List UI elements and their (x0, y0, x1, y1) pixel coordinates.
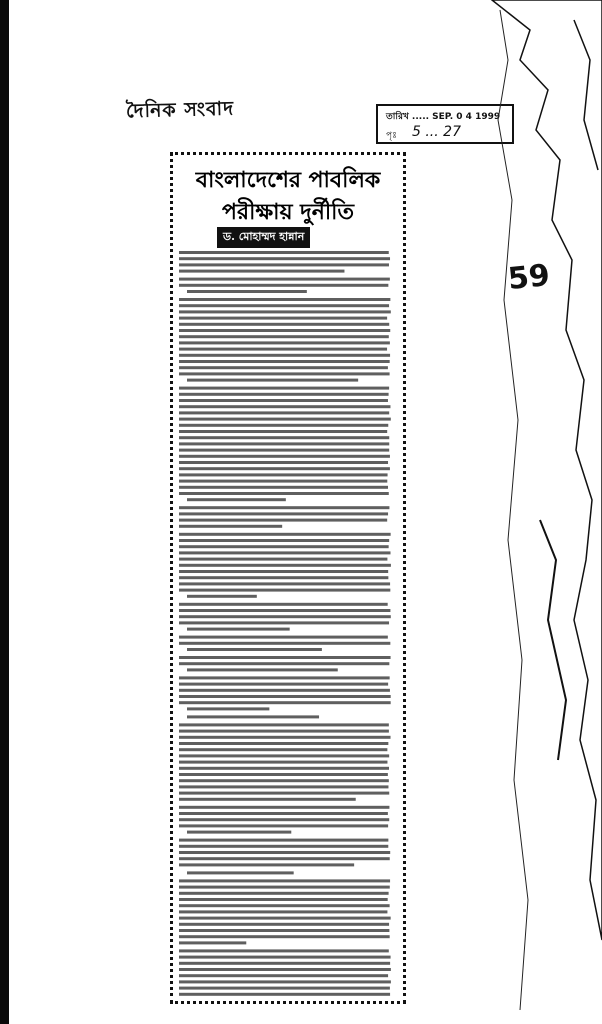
body-text-line (179, 656, 391, 659)
body-text-line (179, 558, 387, 561)
body-text-line (179, 603, 388, 606)
body-text-line (179, 263, 389, 266)
body-text-line (179, 609, 390, 612)
body-text-line (179, 748, 387, 751)
body-text-line (179, 857, 390, 860)
body-text-line (179, 636, 388, 639)
body-text-line (179, 962, 390, 965)
body-text-line (179, 570, 388, 573)
body-text-line (179, 695, 391, 698)
body-text-line (179, 348, 387, 351)
body-text-line (187, 628, 290, 631)
body-text-line (187, 707, 269, 710)
body-text-line (179, 442, 389, 445)
body-text-line (179, 533, 391, 536)
body-text-line (179, 545, 389, 548)
body-text-line (179, 455, 390, 458)
body-text-line (179, 845, 388, 848)
body-text-line (179, 949, 389, 952)
body-text-line (179, 621, 389, 624)
body-text-line (179, 839, 388, 842)
body-text-line (179, 589, 390, 592)
body-text-line (179, 506, 389, 509)
article-clipping (170, 152, 406, 1004)
body-text-line (179, 399, 388, 402)
body-text-line (179, 779, 389, 782)
body-text-line (179, 773, 388, 776)
body-text-line (179, 366, 388, 369)
body-text-line (187, 668, 338, 671)
body-text-line (179, 304, 389, 307)
body-text-line (187, 831, 291, 834)
body-text-line (179, 405, 390, 408)
body-text-line (179, 387, 389, 390)
body-text-line (179, 278, 390, 281)
article-headline-line-1: বাংলাদেশের পাবলিক (195, 167, 381, 193)
body-text-line (179, 360, 390, 363)
body-text-line (179, 798, 356, 801)
body-text-line (179, 615, 391, 618)
body-text-line (179, 317, 387, 320)
body-text-line (179, 473, 388, 476)
body-text-line (179, 418, 391, 421)
stamp-date: তারিখ ..... SEP. 0 4 1999 (386, 112, 501, 122)
handwritten-folio-number: 59 (506, 257, 552, 298)
body-text-line (179, 935, 390, 938)
body-text-line (179, 519, 387, 522)
body-text-line (179, 904, 390, 907)
body-text-line (179, 424, 388, 427)
body-text-line (179, 917, 391, 920)
newspaper-masthead: দৈনিক সংবাদ (125, 97, 235, 123)
body-text-line (187, 379, 358, 382)
body-text-line (187, 871, 294, 874)
body-text-line (187, 595, 257, 598)
body-text-line (179, 449, 389, 452)
body-text-line (179, 461, 388, 464)
body-text-line (179, 974, 388, 977)
body-text-line (179, 676, 390, 679)
body-text-line (179, 284, 388, 287)
body-text-line (179, 492, 389, 495)
body-text-line (179, 689, 390, 692)
body-text-line (179, 736, 391, 739)
body-text-line (179, 480, 387, 483)
body-text-line (179, 910, 387, 913)
body-text-line (179, 341, 390, 344)
body-text-line (179, 929, 389, 932)
body-text-line (179, 993, 390, 996)
body-text-line (179, 767, 389, 770)
body-text-line (179, 525, 282, 528)
article-byline: ড. মোহাম্মদ হান্নান (217, 227, 310, 248)
body-text-line (179, 310, 391, 313)
body-text-line (179, 742, 388, 745)
body-text-line (179, 730, 389, 733)
body-text-line (179, 701, 391, 704)
body-text-line (179, 323, 389, 326)
body-text-line (179, 956, 391, 959)
body-text-line (179, 298, 390, 301)
body-text-line (179, 754, 389, 757)
body-text-line (179, 436, 389, 439)
body-text-line (179, 564, 391, 567)
body-text-line (179, 411, 389, 414)
body-text-line (179, 941, 246, 944)
body-text-line (179, 898, 388, 901)
body-text-line (179, 251, 389, 254)
body-text-line (179, 551, 390, 554)
body-text-line (187, 648, 322, 651)
body-text-line (179, 879, 390, 882)
body-text-line (179, 886, 390, 889)
body-text-line (179, 892, 389, 895)
body-text-line (179, 486, 388, 489)
body-text-line (179, 968, 391, 971)
body-text-line (179, 512, 388, 515)
body-text-line (179, 792, 389, 795)
body-text-line (179, 270, 344, 273)
body-text-line (179, 329, 390, 332)
body-text-line (179, 642, 390, 645)
body-text-line (179, 683, 388, 686)
body-text-line (179, 354, 390, 357)
body-text-line (179, 785, 388, 788)
body-text-line (179, 257, 390, 260)
body-text-line (179, 851, 390, 854)
body-text-line (187, 715, 319, 718)
body-text-line (179, 662, 389, 665)
body-text-line (179, 393, 389, 396)
body-text-line (179, 818, 389, 821)
body-text-line (179, 467, 390, 470)
body-text-line (179, 576, 388, 579)
body-text-line (179, 430, 387, 433)
body-text-line (179, 761, 387, 764)
body-text-line (179, 824, 388, 827)
body-text-line (179, 335, 389, 338)
article-body-text (179, 247, 397, 999)
body-text-line (179, 863, 354, 866)
body-text-line (179, 806, 389, 809)
body-text-line (179, 723, 389, 726)
body-text-line (187, 498, 286, 501)
body-text-line (179, 372, 390, 375)
body-text-line (179, 923, 389, 926)
body-text-line (179, 980, 391, 983)
stamp-page-label: পৃঃ (386, 131, 397, 141)
article-headline-line-2: পরীক্ষায় দুর্নীতি (222, 199, 354, 225)
body-text-line (179, 812, 388, 815)
body-text-line (187, 290, 307, 293)
body-text-line (179, 539, 389, 542)
body-text-line (179, 582, 390, 585)
body-text-line (179, 987, 390, 990)
stamp-handwritten-entry: 5 ... 27 (412, 124, 461, 140)
